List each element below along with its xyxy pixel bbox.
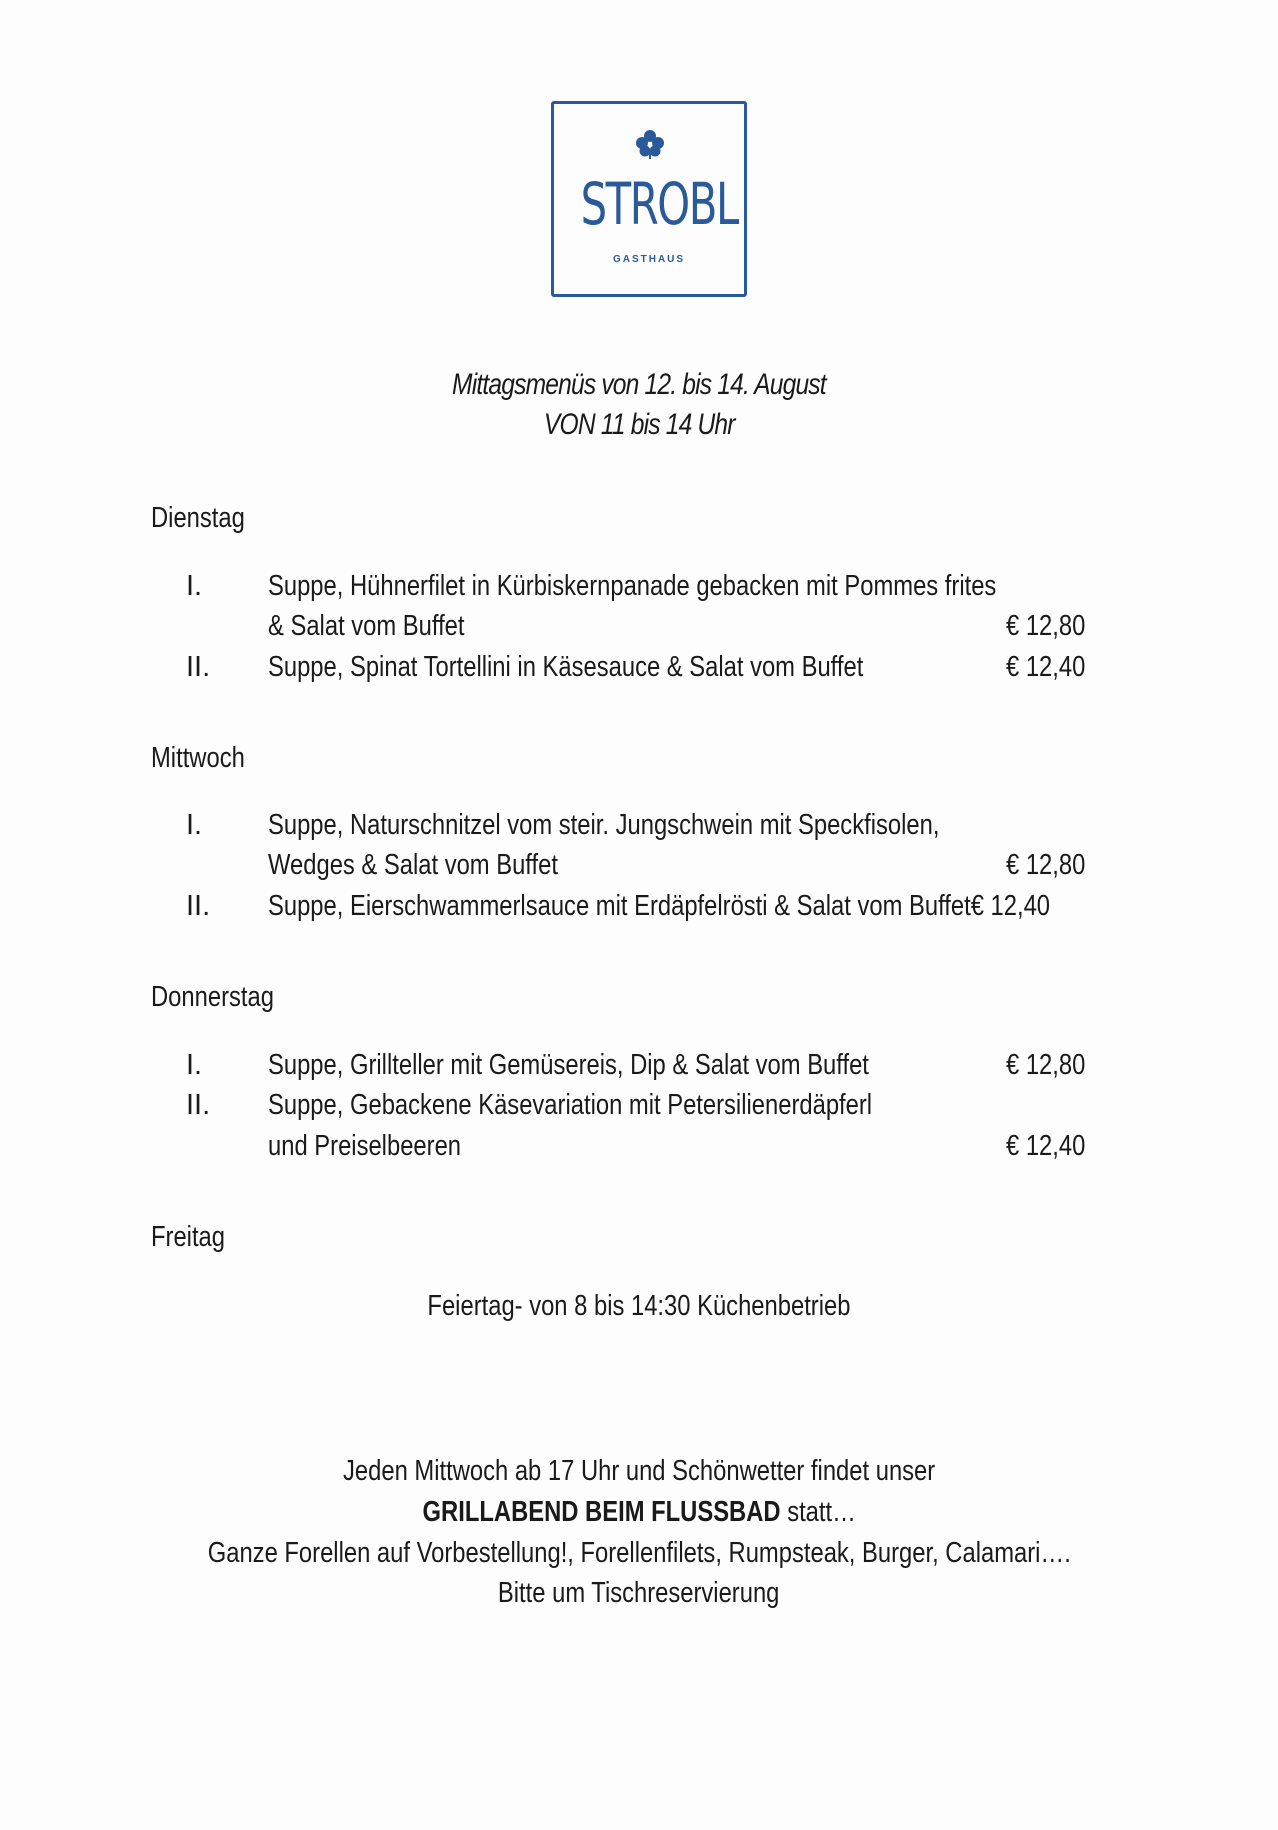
item-description-cont: und Preiselbeeren bbox=[268, 1130, 462, 1162]
day-heading-dienstag: Dienstag bbox=[151, 502, 245, 534]
flower-icon bbox=[634, 128, 666, 160]
grill-event-name: GRILLABEND BEIM FLUSSBAD bbox=[422, 1496, 781, 1528]
menu-hours: VON 11 bis 14 Uhr bbox=[543, 408, 735, 441]
item-price: € 12,80 bbox=[1006, 1049, 1086, 1081]
grill-info-line-3: Ganze Forellen auf Vorbestellung!, Forellenfilets, Rumpsteak, Burger, Calamari…. bbox=[207, 1537, 1071, 1569]
strobl-logo bbox=[551, 101, 747, 297]
item-price: € 12,40 bbox=[1006, 651, 1086, 683]
item-number: II. bbox=[186, 1089, 211, 1121]
item-description: Suppe, Spinat Tortellini in Käsesauce & Salat vom Buffet bbox=[268, 651, 864, 683]
grill-info-line-2: GRILLABEND BEIM FLUSSBAD statt… bbox=[422, 1496, 856, 1528]
item-description: Suppe, Hühnerfilet in Kürbiskernpanade gebacken mit Pommes frites bbox=[268, 570, 997, 602]
item-number: I. bbox=[186, 809, 203, 841]
item-number: II. bbox=[186, 651, 211, 683]
item-price: € 12,40 bbox=[1006, 1130, 1086, 1162]
day-heading-donnerstag: Donnerstag bbox=[151, 981, 274, 1013]
holiday-note: Feiertag- von 8 bis 14:30 Küchenbetrieb bbox=[427, 1290, 851, 1322]
item-description-cont: Wedges & Salat vom Buffet bbox=[268, 849, 558, 881]
item-description: Suppe, Gebackene Käsevariation mit Petersilienerdäpferl bbox=[268, 1089, 873, 1121]
day-heading-freitag: Freitag bbox=[151, 1221, 226, 1253]
item-number: I. bbox=[186, 1049, 203, 1081]
item-price: € 12,80 bbox=[1006, 610, 1086, 642]
grill-info-line-1: Jeden Mittwoch ab 17 Uhr und Schönwetter findet unser bbox=[342, 1455, 936, 1487]
day-heading-mittwoch: Mittwoch bbox=[151, 742, 245, 774]
item-number: I. bbox=[186, 570, 203, 602]
item-description-cont: & Salat vom Buffet bbox=[268, 610, 465, 642]
logo-subtitle: GASTHAUS bbox=[612, 254, 686, 265]
item-description: Suppe, Eierschwammerlsauce mit Erdäpfelrösti & Salat vom Buffet€ 12,40 bbox=[268, 890, 1051, 922]
item-description: Suppe, Naturschnitzel vom steir. Jungschwein mit Speckfisolen, bbox=[268, 809, 940, 841]
logo-brand: STROBL bbox=[580, 170, 738, 238]
reservation-note: Bitte um Tischreservierung bbox=[498, 1577, 780, 1609]
item-price: € 12,80 bbox=[1006, 849, 1086, 881]
item-description: Suppe, Grillteller mit Gemüsereis, Dip & Salat vom Buffet bbox=[268, 1049, 869, 1081]
menu-headline: Mittagsmenüs von 12. bis 14. August bbox=[452, 368, 826, 401]
item-number: II. bbox=[186, 890, 211, 922]
